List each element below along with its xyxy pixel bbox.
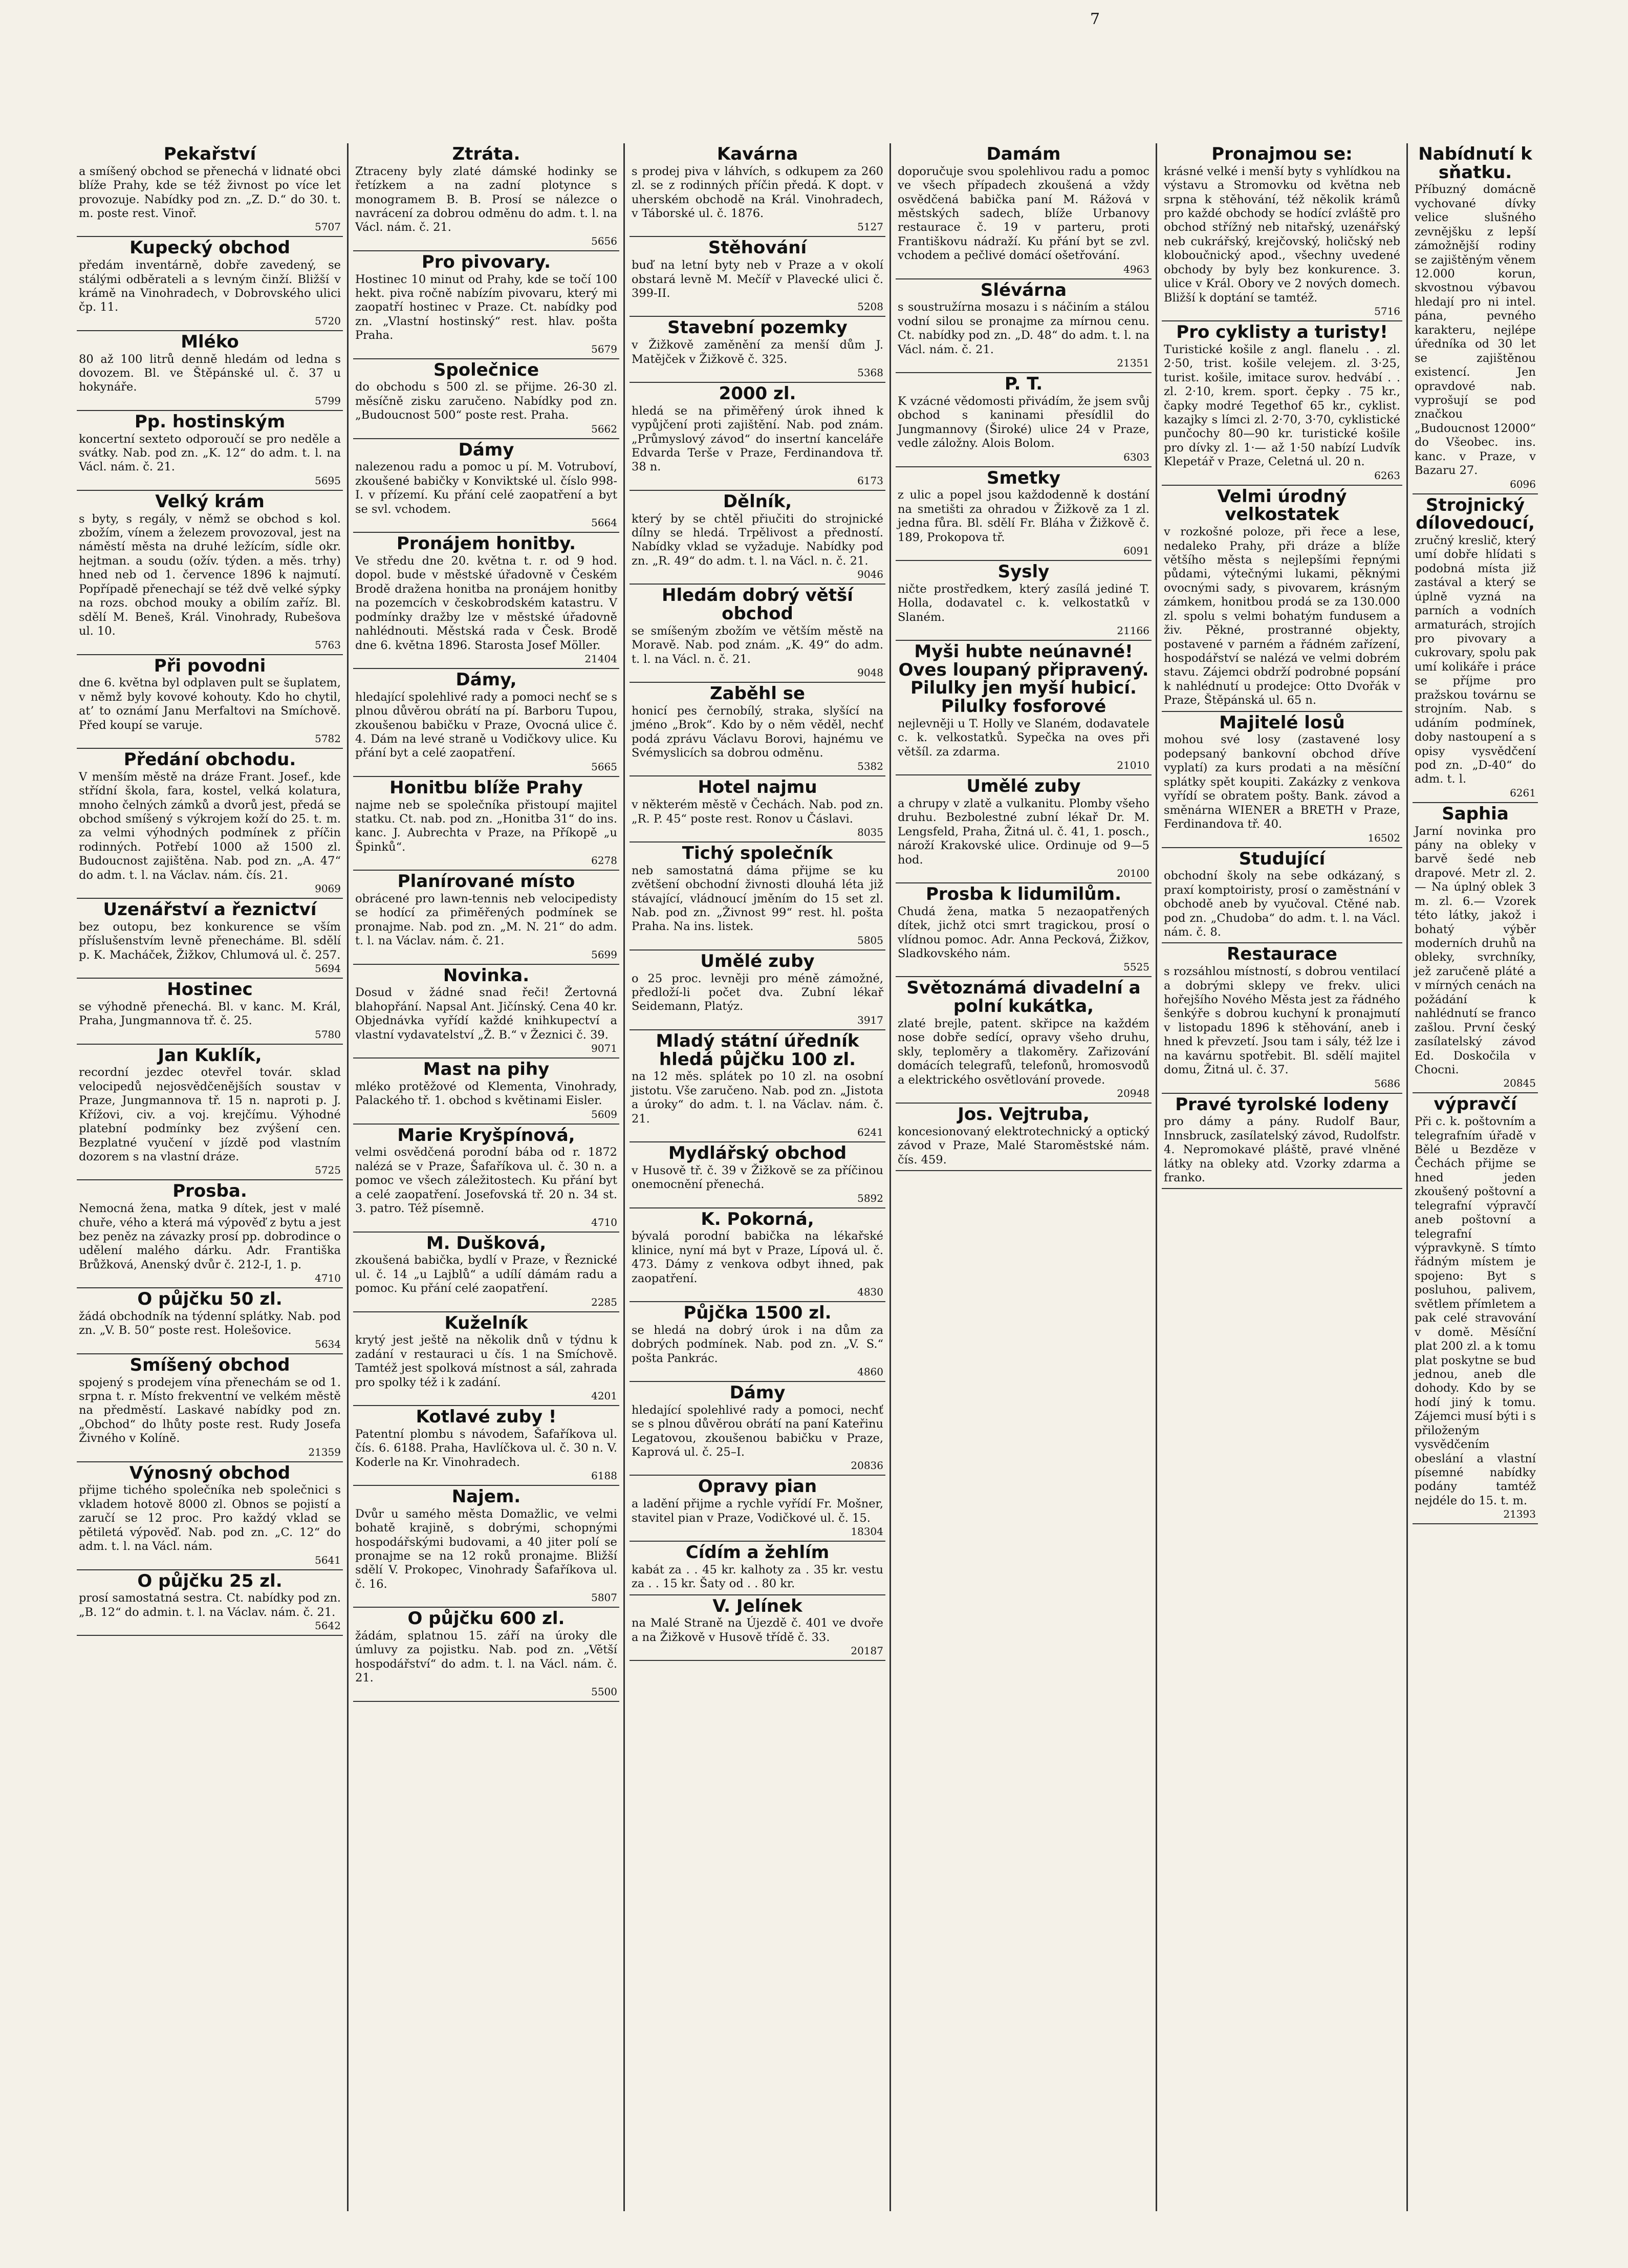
ad-number: 5368 [857,366,883,379]
ad-text: z ulic a popel jsou každodenně k dostání na smetišti za ohradou v Žižkově za 1 zl. jedna fůra. Bl. sdělí Fr. Bláha v Žižkově č. 189, Prokopova tř. [898,488,1149,544]
ad-text: a chrupy v zlatě a vulkanitu. Plomby všeho druhu. Bezbolestné zubní lékař Dr. M. Lengsfeld, Praha, Žitná ul. č. 41, 1. posch., nároží Krakovské ulice. Ordinuje od 9—5 hod. [898,796,1149,867]
ad-text: mléko protěžové od Klementa, Vinohrady, Palackého tř. 1. obchod s květinami Eisler. [355,1079,617,1108]
ad-text: s rozsáhlou místností, s dobrou ventilací a dobrými sklepy ve frekv. ulici hořejšího Nového Města jest za řádného šenkýře s dobrou kuchyní k pronajmutí v listopadu 1896 k stěhování, aneb i hned k převzetí. Jsou tam i sály, též lze i na kavárnu spotřebit. Bl. sdělí majitel domu, Žitná ul. č. 37. [1164,965,1400,1077]
ad-number: 6091 [1123,545,1149,557]
ad-text: s prodej piva v láhvích, s odkupem za 260 zl. se z rodinných příčin předá. K dopt. v uherském obchodě na Král. Vinohradech, v Táborské ul. č. 1876. [632,164,883,220]
ad-text: obchodní školy na sebe odkázaný, s praxí komptoiristy, prosí o zaměstnání v obchodě aneb by vyučoval. Ctěné nab. pod zn. „Chudoba“ do adm. t. l. na Václ. nám. č. 8. [1164,869,1400,939]
ad-title: Půjčka 1500 zl. [683,1303,832,1323]
classified-ad [630,1208,885,1302]
ad-text: K vzácné vědomosti přivádím, že jsem svůj obchod s kaninami přesídlil do Jungmannovy (Široké) ulice 24 v Praze, vedle záložny. Alois Bolom. [898,394,1149,450]
classified-ad [77,979,343,1045]
ad-title: O půjčku 50 zl. [137,1289,283,1310]
classified-ad [1413,494,1538,803]
ad-number: 6096 [1510,478,1536,490]
ad-number: 5679 [591,342,617,355]
ad-text: neb samostatná dáma přijme se ku zvětšení obchodní živnosti dlouhá léta již stávající, vládnoucí jměním do 15 set zl. Nab. pod zn. „Živnost 99“ rest. hl. pošta Praha. Na ins. listek. [632,863,883,934]
classified-ad [353,1608,619,1701]
ad-title: Damám [986,144,1061,164]
classified-ad [896,977,1152,1104]
classified-ad [630,1030,885,1142]
ad-title: Sysly [997,561,1050,582]
ad-title: Jos. Vejtruba, [958,1104,1090,1125]
classified-ad [353,965,619,1059]
ad-number: 5641 [315,1553,341,1566]
classified-ad [77,491,343,655]
ad-title: Pronájem honitby. [396,533,576,554]
ad-text: koncertní sexteto odporoučí se pro neděle a svátky. Nab. pod zn. „K. 12“ do adm. t. l. na Václ. nám. č. 21. [79,432,341,474]
ad-text: se výhodně přenechá. Bl. v kanc. M. Král, Praha, Jungmannova tř. č. 25. [79,1000,341,1028]
ad-number: 6173 [857,474,883,487]
ad-title: Ztráta. [452,144,520,164]
classified-ad [77,143,343,237]
ad-title: Jan Kuklík, [158,1045,262,1066]
ad-title: Mléko [181,331,239,352]
ad-title: Strojnický dílovedoucí, [1416,494,1535,534]
ad-number: 5763 [315,638,341,651]
ad-title: Umělé zuby [700,951,815,971]
ad-number: 5662 [591,422,617,435]
ad-title: Honitbu blíže Prahy [389,777,583,798]
ad-number: 20836 [851,1459,883,1472]
classified-ad [77,331,343,411]
ad-text: krytý jest ještě na několik dnů v týdnu k zadání v restauraci u čís. 1 na Smíchově. Tamtéž jest spolková místnost a sál, zahrada pro spolky též i k zadání. [355,1333,617,1389]
ad-title: Hledám dobrý větší obchod [662,585,853,624]
ad-title: Dělník, [723,491,792,512]
ad-text: v rozkošné poloze, při řece a lese, nedaleko Prahy, při dráze a blíže většího města s nejlepšími řepnými půdami, výtečnými lukami, pěknými ovocnými sady, s pivovarem, krásným zámkem, honitbou prodá se za 130.000 zl. spolu s velmi bohatým fundusem a živ. Pěkné, prostranné objekty, postavené v parném a řádném zařízení, hospodářství se nalézá ve velmi dobrém stavu. Zájemci obdrží podrobné popsání k nahlédnutí u prodejce: Otto Dvořák v Praze, Štěpánská ul. 65 n. [1164,525,1400,707]
ad-number: 5208 [857,300,883,313]
classified-ad [1162,712,1402,848]
classified-ad [630,585,885,683]
ad-title: Opravy pian [698,1476,817,1497]
ad-number: 6263 [1374,469,1400,482]
ad-text: velmi osvědčená porodní bába od r. 1872 nalézá se v Praze, Šafaříkova ul. č. 30 n. a pomoc ve všech záležitostech. Ku přání byt a celé zaopatření. Josefovská tř. 20 n. 34 st. 3. patro. Též písemně. [355,1146,617,1216]
ad-title: Majitelé losů [1219,712,1345,733]
ad-number: 5500 [591,1685,617,1698]
ad-text: v Žižkově zaměnění za menší dům J. Matějček v Žižkově č. 325. [632,338,883,366]
ad-number: 21351 [1117,357,1149,370]
ad-title: Pronajmou se: [1211,144,1353,164]
ad-title: Studující [1239,848,1326,869]
ad-text: buď na letní byty neb v Praze a v okolí obstará levně M. Mečíř v Plavecké ulici č. 399-II. [632,258,883,300]
ad-title: Stavební pozemky [667,317,848,338]
ad-title: Pro cyklisty a turisty! [1176,322,1388,343]
ad-title: Světoznámá divadelní a polní kukátka, [906,978,1141,1017]
classified-ad [353,669,619,777]
ad-number: 9069 [315,882,341,895]
ad-title: Hotel najmu [698,777,817,798]
ad-text: V menším městě na dráze Frant. Josef., kde střídní škola, fara, kostel, velká kolatura, mnoho čelných zámků a dvorů jest, předá se obchod smíšený s výkrojem koží do 25. t. m. za velmi výhodných podmínek z příčin rodinných. Potřebí 1000 až 1500 zl. Budoucnost zajištěna. Nab. pod zn. „A. 47“ do adm. t. l. na Václav. nám. čís. 21. [79,770,341,882]
ad-number: 5686 [1374,1077,1400,1090]
ad-number: 5799 [315,394,341,407]
ad-text: Turistické košile z angl. flanelu . . zl. 2·50, trist. košile velejem. zl. 3·25, turist. košile, imitace surov. hedvábí . . zl. 2·10, krem. sport. čepky . 75 kr., čapky modré Tegethof 65 kr., cyklist. kazajky s límci zl. 2·70, 3·70, cyklistické punčochy 80—90 kr. turistické košile pro dívky zl. 1·— až 1·50 nabízí Ludvík Klepetář v Praze, Celetná ul. 20 n. [1164,342,1400,469]
ad-text: Nemocná žena, matka 9 dítek, jest v malé chuře, vého a která má výpověď z bytu a jest bez peněz na závazky prosí pp. dobrodince o udělení malého dárku. Adr. Františka Brůžková, Anenský dvůr č. 212-I, 1. p. [79,1202,341,1271]
classified-ad [77,411,343,491]
ad-text: do obchodu s 500 zl. se přijme. 26-30 zl. měsíčně zisku zaručeno. Nabídky pod zn. „Budoucnost 500“ poste rest. Praha. [355,380,617,422]
ad-text: najme neb se společníka přistoupí majitel statku. Ct. nab. pod zn. „Honitba 31“ do ins. kanc. J. Aubrechta v Praze, na Příkopě „u Špinků“. [355,798,617,854]
classified-ad [630,683,885,776]
ad-number: 21404 [584,652,617,665]
classified-ad [353,1059,619,1125]
ad-text: doporučuje svou spolehlivou radu a pomoc ve všech případech zkoušená a vždy osvědčená babička paní M. Rážová v městských sadech, blíže Urbanovy restaurace č. 19 v parteru, proti Františkovu nádraží. Ku přání byt se zvl. vchodem a pečlivé domácí ošetřování. [898,164,1149,263]
classified-ad [353,1312,619,1406]
ad-text: Jarní novinka pro pány na obleky v barvě šedé neb drapové. Metr zl. 2.— Na úplný oblek 3 m. zl. 6.— Vzorek této látky, jakož i bohatý výběr moderních druhů na obleky, svrchníky, jež zaručeně pláté a v mírných cenách na požádání k nahlédnutí se franco zašlou. První český zasílatelský závod Ed. Doskočila v Chocni. [1415,824,1536,1076]
ad-text: ničte prostředkem, který zasílá jediné T. Holla, dodavatel c. k. velkostatků v Slaném. [898,582,1149,624]
classified-ad [896,143,1152,279]
ad-number: 9071 [591,1042,617,1055]
ad-number: 21166 [1117,624,1149,637]
column-rule [1156,143,1157,2211]
classified-ad [630,1476,885,1542]
classified-ad [77,1570,343,1636]
classified-ad [77,1180,343,1288]
ad-number: 5694 [315,962,341,975]
classified-ad [77,1462,343,1570]
classified-ad [77,749,343,899]
ad-number: 21393 [1503,1508,1536,1521]
ad-title: Předání obchodu. [123,749,296,770]
ad-text: se hledá na dobrý úrok i na dům za dobrých podmínek. Nab. pod zn. „V. S.“ pošta Pankrác. [632,1323,883,1365]
ad-number: 5699 [591,948,617,961]
classified-ad [896,561,1152,641]
classified-ad [896,641,1152,775]
ad-text: s soustružírna mosazu i s náčiním a stálou vodní silou se pronajme za mírnou cenu. Ct. nabídky pod zn. „D. 48“ do adm. t. l. na Václ. nám. č. 21. [898,300,1149,356]
classified-ad [630,491,885,585]
classified-ad [630,951,885,1030]
column-6 [1413,143,1538,2211]
ad-text: Dosud v žádné snad řeči! Žertovná blahopřání. Napsal Ant. Jičínský. Cena 40 kr. Objednávka vyřídí každé knihkupectví a vlastní vydavatelství „Ž. B.“ v Žeznici č. 39. [355,986,617,1042]
column-3 [630,143,885,2211]
ad-text: který by se chtěl přiučiti do strojnické dílny se hledá. Trpělivost a předností. Nabídky vklad se vyžaduje. Nabídky pod zn. „R. 49“ do adm. t. l. na Václ. n. č. 21. [632,512,883,568]
ad-text: zlaté brejle, patent. skřipce na každém nose dobře sedící, opravy všeho druhu, skly, teploměry a tlakoměry. Zařizování domácích telegrafů, telefonů, hromosvodů a elektrického osvětlování provede. [898,1017,1149,1087]
classified-ad [77,237,343,331]
classified-ad [1162,943,1402,1093]
ad-number: 6188 [591,1470,617,1482]
classified-ad [353,1233,619,1312]
classified-ad [630,143,885,237]
ad-title: Zaběhl se [710,683,805,704]
classified-ad [630,1595,885,1661]
ad-title: Saphia [1442,803,1509,824]
ad-text: honicí pes černobílý, straka, slyšící na jméno „Brok“. Kdo by o něm věděl, nechť podá zprávu Václavu Borovi, hajnému ve Svémyslicích sa dobrou odměnu. [632,704,883,760]
ad-number: 5892 [857,1192,883,1204]
ad-text: Chudá žena, matka 5 nezaopatřených dítek, jichž otci smrt tragickou, prosí o vlídnou pomoc. Adr. Anna Pecková, Žižkov, Sladkovského nám. [898,904,1149,960]
ad-number: 5716 [1374,305,1400,318]
ad-title: Prosba k lidumilům. [926,884,1121,904]
column-rule [1406,143,1408,2211]
classified-ad [353,1486,619,1608]
ad-title: Smíšený obchod [129,1354,290,1375]
ad-number: 21359 [308,1445,341,1458]
ad-title: K. Pokorná, [701,1208,814,1229]
ad-title: Dámy, [455,669,517,690]
ad-number: 5525 [1123,961,1149,974]
classified-ad [1162,321,1402,486]
classified-ad [77,1045,343,1181]
ad-text: Dvůr u samého města Domažlic, ve velmi bohatě krajině, s dobrými, schopnými hospodářskými budovami, a 40 jiter polí se pronajme se na 12 roků pronajme. Bližší sdělí V. Prokopec, Vinohrady Šafaříkova ul. č. 16. [355,1507,617,1591]
ad-text: s byty, s regály, v němž se obchod s kol. zbožím, vínem a železem provozoval, jest na náměstí města na druhé ležícím, sídle okr. hejtman. a soudu (ožív. týden. a měs. trhy) hned neb od 1. července 1896 k najmutí. Popřípadě přenechají se též dvě velké sýpky na rozs. obchod mouky a obilím zaříz. Bl. sdělí M. Beneš, Král. Vinohrady, Rubešova ul. 10. [79,512,341,638]
ad-text: v některém městě v Čechách. Nab. pod zn. „R. P. 45“ poste rest. Ronov u Čáslavi. [632,798,883,826]
ad-number: 5656 [591,234,617,247]
ad-number: 4710 [315,1272,341,1285]
ad-title: Pravé tyrolské lodeny [1175,1094,1389,1115]
ad-title: výpravčí [1434,1094,1517,1115]
ad-number: 6303 [1123,450,1149,463]
column-1 [77,143,343,2211]
ad-text: recordní jezdec otevřel továr. sklad velocipedů nejosvědčenějších soustav v Praze, Jungmannova tř. 15 n. naproti p. J. Křížovi, civ. a voj. krejčímu. Výhodné platební podmínky bez zvýšení cen. Bezplatné vyučení v jízdě pod vlastním dozorem s na vlastní dráze. [79,1066,341,1163]
classified-ad [353,533,619,669]
ad-title: Nabídnutí k sňatku. [1418,144,1532,183]
ad-title: Stěhování [708,237,807,258]
ad-number: 5382 [857,760,883,773]
ad-title: Při povodni [154,655,266,676]
ad-title: Myši hubte neúnavné! Oves loupaný připravený. Pilulky jen myší hubicí. Pilulky fosforové [898,641,1149,717]
ad-number: 5634 [315,1337,341,1350]
ad-title: Kuželník [444,1312,528,1333]
ad-title: Pp. hostinským [134,411,286,432]
ad-number: 5805 [857,934,883,946]
ad-text: Při c. k. poštovním a telegrafním úřadě v Bělé u Bezděze v Čechách přijme se hned jeden zkoušený poštovní a telegrafní výpravčí aneb poštovní a telegrafní výpravkyně. S tímto řádným místem je spojeno: Byt s posluhou, palivem, světlem přímletem a pak celé stravování v domě. Měsíční plat 200 zl. a k tomu plat poskytne se bud jednou, aneb dle dohody. Kdo by se hodí jiný k tomu. Zájemci musí býti i s přiloženým vysvědčením obeslání a vlastní písemné nabídky podány tamtéž nejdéle do 15. t. m. [1415,1115,1536,1507]
ad-title: Novinka. [443,965,530,986]
classified-ad [353,439,619,533]
ad-number: 5609 [591,1108,617,1120]
ad-title: Kupecký obchod [129,237,290,258]
ad-title: Dámy [729,1383,786,1403]
ad-title: Kotlavé zuby ! [416,1407,557,1427]
classified-ad [353,871,619,964]
ad-title: M. Dušková, [426,1233,547,1254]
ad-title: O půjčku 600 zl. [407,1608,565,1629]
ad-title: O půjčku 25 zl. [137,1570,283,1591]
ad-text: se smíšeným zbožím ve větším městě na Moravě. Nab. pod znám. „K. 49“ do adm. t. l. na Václ. n. č. 21. [632,624,883,666]
ad-title: Marie Kryšpínová, [397,1125,575,1146]
classified-ad [1413,143,1538,494]
ad-number: 9048 [857,666,883,679]
ad-number: 18304 [851,1525,883,1538]
ad-text: krásné velké i menší byty s vyhlídkou na výstavu a Stromovku od května neb srpna k stěhování, též několik krámů pro každé obchody se hodící zvláště pro obchod střížný neb nitařský, uzenářský neb cukrářský, krejčovský, holičský neb kloboučnický apod., všechny uvedené obchody by byly bez konkurence. 3. ulice v Král. Obory ve 2 nových domech. Bližší k doptání se tamtéž. [1164,164,1400,305]
ad-title: Cídím a žehlím [685,1542,830,1563]
ad-text: zručný kreslič, který umí dobře hlídati s podobná místa již zastával a který se úplně vyzná na parních a vodních armaturách, strojích pro pivovary a cukrovary, spolu pak umí kolikáře i práce se příjme pro pražskou továrnu se strojním. Nab. s udáním podmínek, doby nastoupení a s opisy vysvědčení pod zn. „D-40“ do adm. t. l. [1415,533,1536,786]
classified-ad [896,467,1152,561]
ad-text: a smíšený obchod se přenechá v lidnaté obci blíže Prahy, kde se též živnost po více let provozuje. Nabídky pod zn. „Z. D.“ do 30. t. m. poste rest. Vinoř. [79,164,341,220]
classified-ad [353,359,619,439]
ad-title: Velmi úrodný velkostatek [1217,486,1347,525]
classified-ad [630,383,885,491]
classified-ad [896,279,1152,373]
ad-number: 4860 [857,1366,883,1378]
ad-title: Smetky [986,467,1060,488]
ad-number: 16502 [1367,831,1400,844]
ad-title: Restaurace [1227,944,1337,965]
ad-text: Patentní plombu s návodem, Šafaříkova ul. čís. 6. 6188. Praha, Havlíčkova ul. č. 30 n. V. Koderle na Kr. Vinohradech. [355,1427,617,1469]
ad-number: 3917 [857,1013,883,1026]
classified-ad [77,655,343,749]
ad-number: 5664 [591,516,617,529]
ad-text: Hostinec 10 minut od Prahy, kde se točí 100 hekt. piva ročně nabízím pivovaru, který mi zaopatří hostinec v Praze. Ct. nabídky pod zn. „Vlastní hostinský“ rest. hlav. pošta Praha. [355,272,617,342]
classified-ad [77,1354,343,1462]
classified-ad [630,1382,885,1476]
ad-text: o 25 proc. levněji pro méně zámožné, předloží-li počet dva. Zubní lékař Seidemann, Platýz. [632,971,883,1013]
ad-title: Hostinec [167,979,253,1000]
ad-text: 80 až 100 litrů denně hledám od ledna s dovozem. Bl. ve Štěpánské ul. č. 37 u hokynáře. [79,352,341,394]
classified-ad [1162,486,1402,712]
classified-ad [896,373,1152,467]
ad-title: P. T. [1004,374,1043,395]
ad-title: Planírované místo [397,871,575,892]
ad-text: nalezenou radu a pomoc u pí. M. Votruboví, zkoušené babičky v Konviktské ul. číslo 998-I. v přízemí. Ku přání celé zaopatření a byt se svl. vchodem. [355,460,617,516]
ad-title: Prosba. [172,1181,247,1202]
classified-ad [1162,848,1402,944]
ad-title: Tichý společník [682,843,833,863]
ad-title: Umělé zuby [966,776,1081,797]
ad-number: 6241 [857,1126,883,1138]
ad-text: v Husově tř. č. 39 v Žižkově se za příčinou onemocnění přenechá. [632,1163,883,1192]
ad-number: 9046 [857,568,883,581]
column-5 [1162,143,1402,2211]
ad-number: 5720 [315,314,341,327]
classified-ad [896,775,1152,883]
ad-number: 20100 [1117,867,1149,879]
column-rule [889,143,891,2211]
ad-number: 8035 [857,826,883,838]
ad-text: na Malé Straně na Újezdě č. 401 ve dvoře a na Žižkově v Husově třídě č. 33. [632,1616,883,1644]
column-rule [347,143,349,2211]
ad-number: 2285 [591,1295,617,1308]
ad-number: 5782 [315,732,341,745]
ad-text: obrácené pro lawn-tennis neb velocipedisty se hodící za přiměřených podmínek se pronajme. Nab. pod zn. „M. N. 21“ do adm. t. l. na Václav. nám. č. 21. [355,892,617,948]
ad-text: nejlevněji u T. Holly ve Slaném, dodavatele c. k. velkostatků. Sypečka na oves při většíl. za zdarma. [898,717,1149,759]
ad-text: Ve středu dne 20. května t. r. od 9 hod. dopol. bude v městské úřadovně v Českém Brodě dražena honitba na pronájem honitby na pozemcích v českobrodském katastru. V podmínky dražby lze v městské úřadovně nahlédnouti. Městská rada v Česk. Brodě dne 6. května 1896. Starosta Josef Möller. [355,554,617,652]
classified-ad [630,1142,885,1208]
classified-ad [630,317,885,383]
column-4 [896,143,1152,2211]
classified-ad [353,777,619,871]
ad-text: na 12 měs. splátek po 10 zl. na osobní jistotu. Vše zaručeno. Nab. pod zn. „Jistota a úroky“ do adm. t. l. na Václav. nám. č. 21. [632,1070,883,1126]
classified-ad [77,899,343,979]
ad-number: 5642 [315,1619,341,1632]
ad-number: 5695 [315,474,341,487]
ad-title: Mast na pihy [423,1059,550,1080]
ad-title: Pekařství [163,144,256,164]
classified-ad [353,143,619,251]
classified-ad [630,1302,885,1382]
classified-ad [1413,803,1538,1094]
column-2 [353,143,619,2211]
ad-number: 5127 [857,221,883,233]
ad-title: Mydlářský obchod [668,1143,847,1163]
ad-text: koncesionovaný elektrotechnický a optický závod v Praze, Malé Staroměstské nám. čís. 459. [898,1125,1149,1167]
ad-title: Výnosný obchod [129,1462,291,1483]
ad-title: V. Jelínek [712,1595,802,1616]
ad-text: žádám, splatnou 15. září na úroky dle úmluvy za pojistku. Nab. pod zn. „Větší hospodářství“ do adm. t. l. na Václ. nám. č. 21. [355,1629,617,1685]
ad-number: 6278 [591,854,617,867]
ad-text: žádá obchodník na týdenní splátky. Nab. pod zn. „V. B. 50“ poste rest. Holešovice. [79,1310,341,1337]
ad-number: 6261 [1510,786,1536,799]
ad-number: 4710 [591,1216,617,1228]
ad-number: 20845 [1503,1077,1536,1090]
column-rule [623,143,625,2211]
ad-text: a ladění přijme a rychle vyřídí Fr. Mošner, stavitel pian v Praze, Vodičkové ul. č. 15. [632,1497,883,1525]
ad-text: mohou své losy (zastavené losy podepsaný bankovní obchod dříve vyplatí) za kurs prodati a na měsíční splátky spět koupiti. Zakázky z venkova vyřídí se obratem pošty. Bank. závod a směnárna WIENER a BRETH v Praze, Ferdinandova tř. 40. [1164,733,1400,831]
classified-ad [1162,1094,1402,1190]
ad-number: 5707 [315,221,341,233]
ad-number: 4201 [591,1390,617,1402]
ad-number: 5665 [591,760,617,773]
ad-title: Uzenářství a řeznictví [103,899,317,920]
ad-number: 5807 [591,1591,617,1604]
classified-ad [630,237,885,317]
classified-ad [1413,1093,1538,1524]
ad-title: Slévárna [980,279,1067,300]
classified-ad [353,251,619,359]
ad-text: prosí samostatná sestra. Ct. nabídky pod zn. „B. 12“ do admin. t. l. na Václav. nám. č. 21. [79,1591,341,1619]
ad-text: dne 6. května byl odplaven pult se šuplatem, v němž byly kovové kohouty. Kdo ho chytil, at’ to oznámí Janu Merfaltovi na Smíchově. Před koupí se varuje. [79,676,341,732]
ad-text: Příbuzný domácně vychované dívky velice slušného zevnějšku z lepší zámožnější rodiny se zajištěným věnem 12.000 korun, skvostnou výbavou hledají pro ni intel. pána, pevného karakteru, nejlépe úředníka od 30 let se zajištěnou existencí. Jen opravdové nab. vyprošují se pod značkou „Budoucnost 12000“ do Všeobec. ins. kanc. v Praze, v Bazaru 27. [1415,183,1536,478]
classified-ad [1162,143,1402,321]
ad-title: Kavárna [717,144,798,164]
ad-number: 5780 [315,1028,341,1041]
ad-title: Dámy [458,439,514,460]
classified-ad [896,1104,1152,1171]
page-number: 7 [1090,10,1100,28]
ad-title: Velký krám [155,491,265,512]
classified-ad [630,843,885,951]
ad-text: Ztraceny byly zlaté dámské hodinky se řetízkem a na zadní plotynce s monogramem B. B. Prosí se nálezce o navrácení za dobrou odměnu do adm. t. l. na Václ. nám. č. 21. [355,164,617,234]
ad-text: hledá se na přiměřený úrok ihned k vypůjčení proti zajištění. Nab. pod znám. „Průmyslový závod“ do insertní kanceláře Edvarda Terše v Praze, Ferdinandova tř. 38 n. [632,404,883,474]
classified-ad [77,1288,343,1354]
ad-number: 4830 [857,1286,883,1298]
ad-title: Společnice [433,359,539,380]
classified-ad [896,883,1152,977]
classified-ad [353,1125,619,1233]
ad-text: přijme tichého společníka neb společnici s vkladem hotově 8000 zl. Obnos se pojistí a zaručí se 12 proc. Pro každý vklad se pětiletá výpověď. Nab. pod zn. „C. 12“ do adm. t. l. na Václ. nám. [79,1483,341,1553]
ad-text: hledající spolehlivé rady a pomoci, nechť se s plnou důvěrou obrátí na paní Kateřinu Legatovou, zkoušenou babičku v Praze, Kaprová ul. č. 25–I. [632,1403,883,1459]
classified-ad [630,1542,885,1595]
ad-number: 4963 [1123,263,1149,275]
ad-title: Pro pivovary. [421,251,551,272]
ad-text: hledající spolehlivé rady a pomoci nechť se s plnou důvěrou obrátí na pí. Barboru Tupou, zkoušenou babičku v Praze, Ovocná ulice č. 4. Dám na levé straně u Vodičkovy ulice. Ku přání byt a celé zaopatření. [355,690,617,760]
ad-text: bez outopu, bez konkurence se vším příslušenstvím levně přenecháme. Bl. sdělí p. K. Macháček, Žižkov, Chlumová ul. č. 257. [79,920,341,962]
newspaper-page [77,143,1535,2211]
ad-title: Mladý státní úředník hledá půjčku 100 zl. [656,1030,859,1070]
ad-text: zkoušená babička, bydlí v Praze, v Řeznické ul. č. 14 „u Lajblů“ a udílí dámám radu a pomoc. Ku přání celé zaopatření. [355,1254,617,1295]
ad-text: kabát za . . 45 kr. kalhoty za . 35 kr. vestu za . . 15 kr. Šaty od . . 80 kr. [632,1563,883,1591]
ad-number: 20187 [851,1645,883,1657]
ad-text: předám inventárně, dobře zavedený, se stálými odběrateli a s levným činží. Bližší v krámě na Vinohradech, v Dobrovského ulici čp. 11. [79,258,341,314]
ad-text: bývalá porodní babička na lékařské klinice, nyní má byt v Praze, Lípová ul. č. 473. Dámy z venkova odbyt ihned, pak zaopatření. [632,1229,883,1285]
ad-text: spojený s prodejem vína přenechám se od 1. srpna t. r. Místo frekventní ve velkém městě na předměstí. Laskavé nabídky pod zn. „Obchod“ do lhůty poste rest. Rudy Josefa Živného v Kolíně. [79,1375,341,1445]
ad-title: 2000 zl. [719,383,796,404]
ad-number: 20948 [1117,1087,1149,1099]
classified-ad [630,776,885,843]
ad-number: 5725 [315,1164,341,1177]
ad-number: 21010 [1117,759,1149,772]
ad-title: Najem. [451,1486,521,1507]
ad-text: pro dámy a pány. Rudolf Baur, Innsbruck, zasílatelský závod, Rudolfstr. 4. Nepromokavé pláště, pravé vlněné látky na obleky atd. Vzorky zdarma a franko. [1164,1115,1400,1184]
classified-ad [353,1406,619,1486]
